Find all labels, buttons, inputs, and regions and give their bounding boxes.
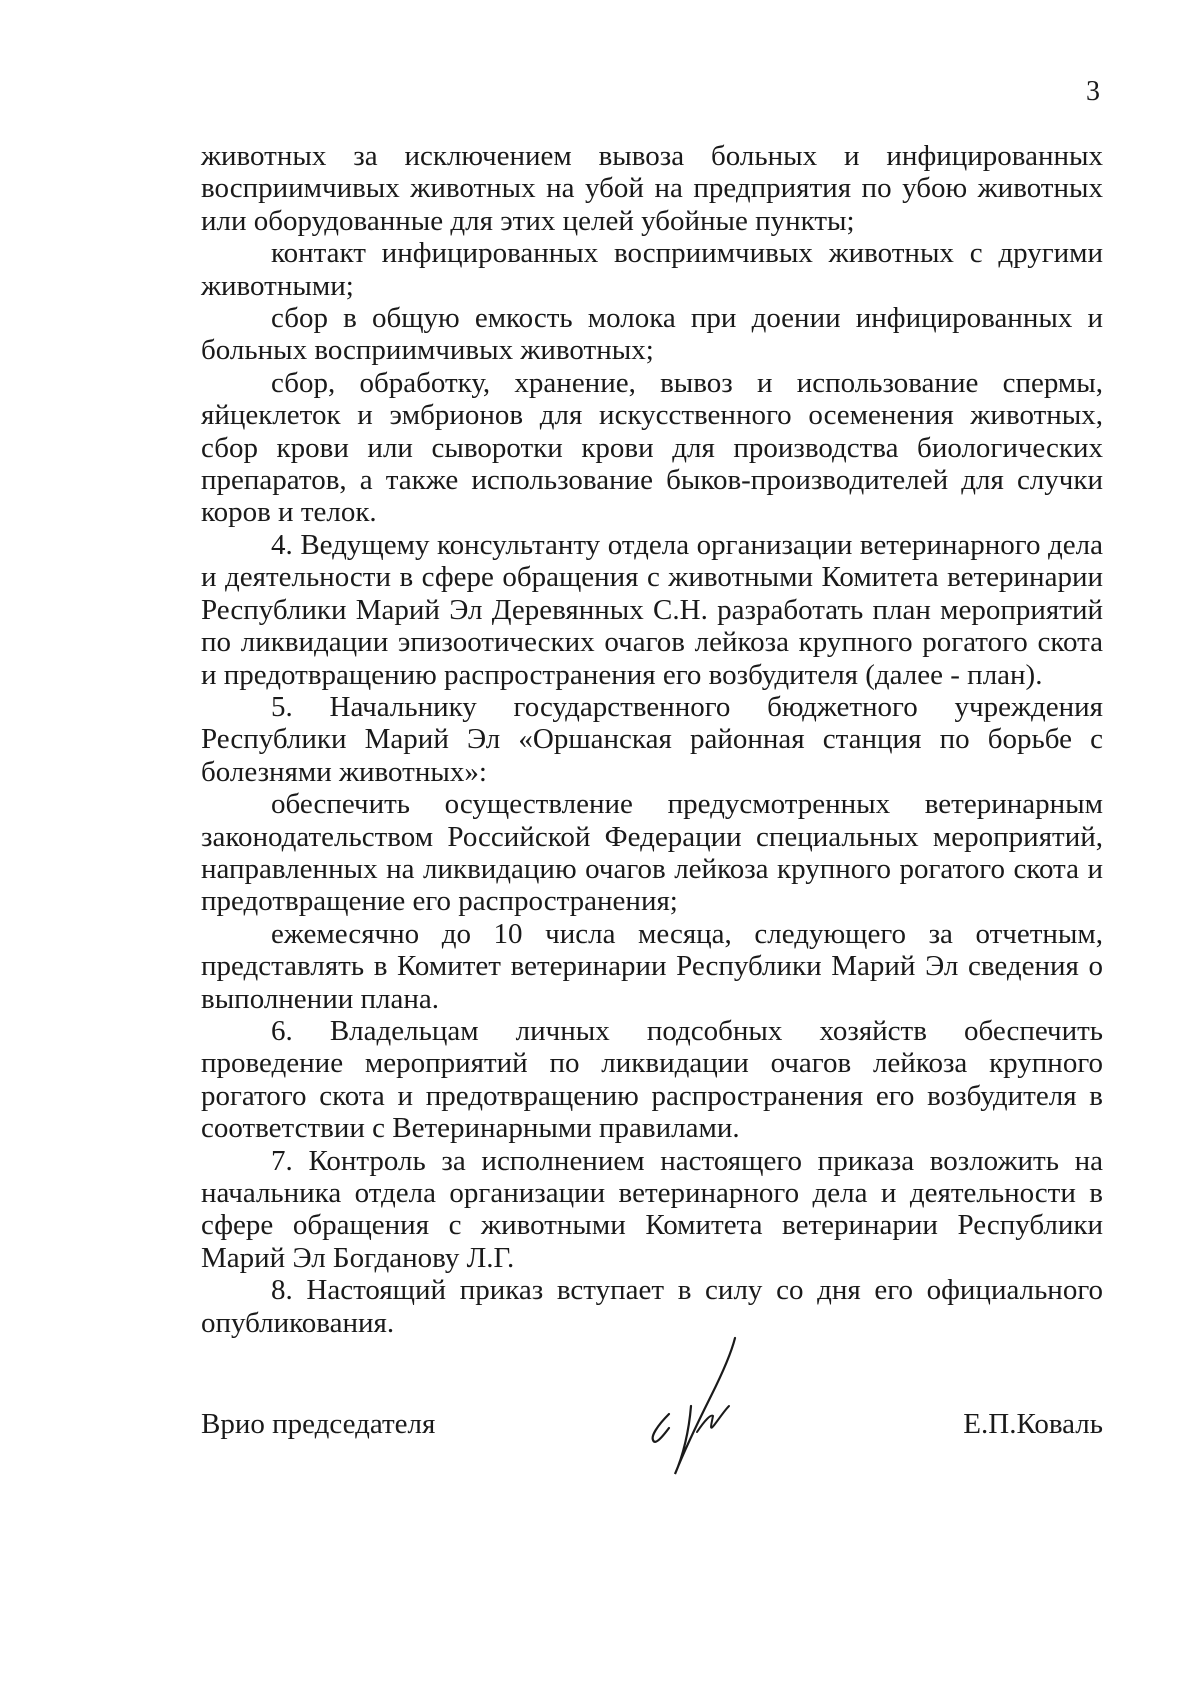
paragraph-item-6: 6. Владельцам личных подсобных хозяйств обеспечить проведение мероприятий по ликвидации очагов лейкоза крупного рогатого скота и предотвращению распространения его возбудителя в соответствии с Ветеринарными правилами. (201, 1014, 1103, 1145)
paragraph: обеспечить осуществление предусмотренных ветеринарным законодательством Российской Федерации специальных мероприятий, направленных на ликвидацию очагов лейкоза крупного рогатого скота и предотвращение его распространения; (201, 788, 1103, 918)
paragraph: сбор в общую емкость молока при доении инфицированных и больных восприимчивых животных; (201, 302, 1103, 367)
page-number: 3 (1086, 76, 1100, 107)
signatory-name: Е.П.Коваль (963, 1408, 1103, 1440)
handwritten-signature (639, 1336, 749, 1476)
paragraph: ежемесячно до 10 числа месяца, следующего за отчетным, представлять в Комитет ветеринарии Республики Марий Эл сведения о выполнении плана. (201, 917, 1103, 1015)
paragraph-item-8: 8. Настоящий приказ вступает в силу со дня его официального опубликования. (201, 1274, 1103, 1339)
paragraph-item-5: 5. Начальнику государственного бюджетного учреждения Республики Марий Эл «Оршанская районная станция по борьбе с болезнями животных»: (201, 690, 1103, 788)
signatory-title: Врио председателя (201, 1408, 436, 1440)
paragraph-item-4: 4. Ведущему консультанту отдела организации ветеринарного дела и деятельности в сфере обращения с животными Комитета ветеринарии Республики Марий Эл Деревянных С.Н. разработать план мероприятий по ликвидации эпизоотических очагов лейкоза крупного рогатого скота и предотвращению распространения его возбудителя (далее - план). (201, 528, 1103, 691)
document-body (201, 140, 1103, 1339)
signature-block (201, 1390, 1103, 1480)
paragraph: контакт инфицированных восприимчивых животных с другими животными; (201, 237, 1103, 302)
paragraph-item-7: 7. Контроль за исполнением настоящего приказа возложить на начальника отдела организации ветеринарного дела и деятельности в сфере обращения с животными Комитета ветеринарии Республики Марий Эл Богданову Л.Г. (201, 1144, 1103, 1274)
paragraph: животных за исключением вывоза больных и инфицированных восприимчивых животных на убой на предприятия по убою животных или оборудованные для этих целей убойные пункты; (201, 140, 1103, 237)
paragraph: сбор, обработку, хранение, вывоз и использование спермы, яйцеклеток и эмбрионов для искусственного осеменения животных, сбор крови или сыворотки крови для производства биологических препаратов, а также использование быков-производителей для случки коров и телок. (201, 366, 1103, 529)
